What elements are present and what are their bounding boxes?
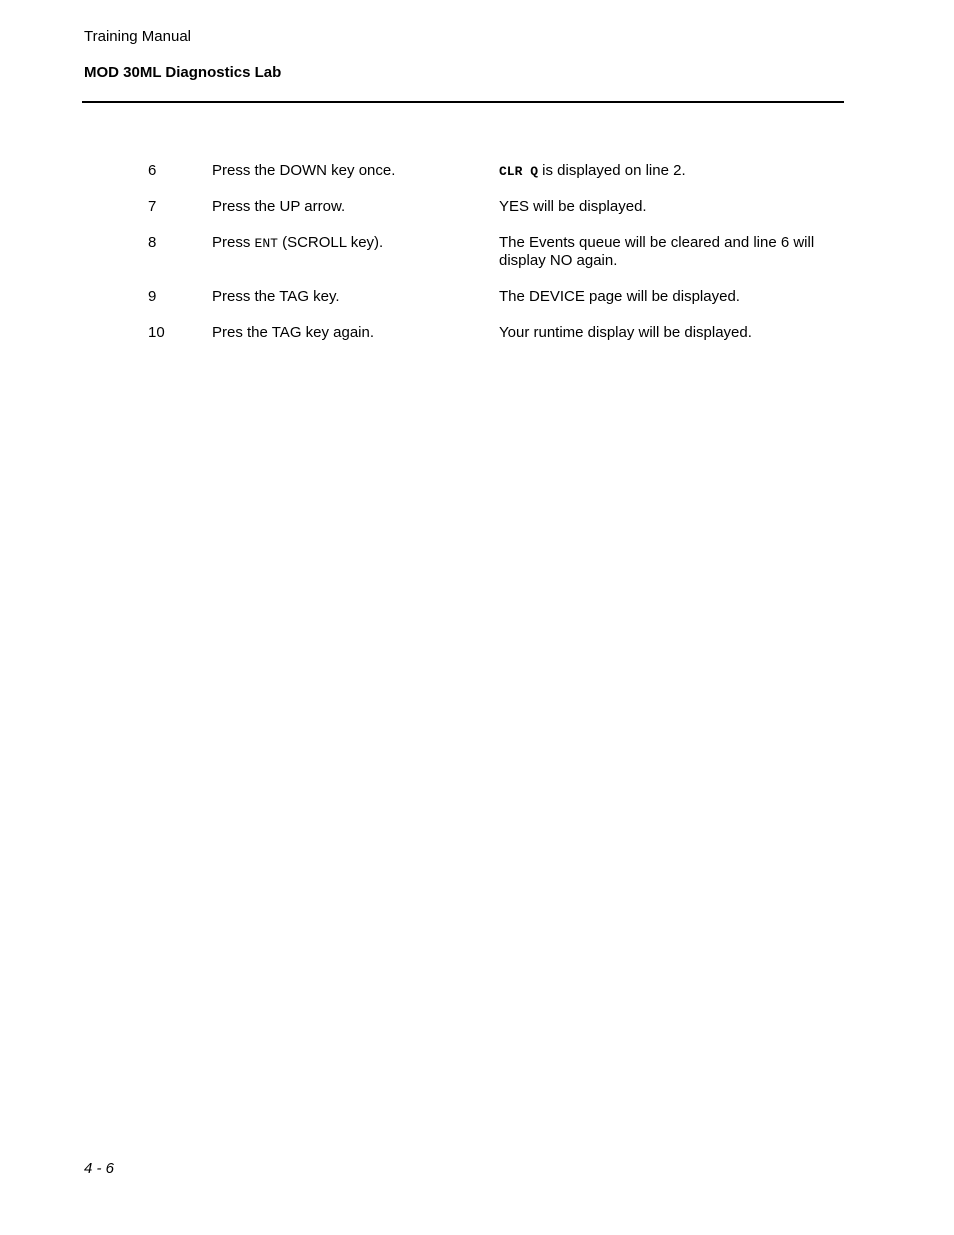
step-result: YES will be displayed. bbox=[499, 198, 647, 215]
step-action: Pres the TAG key again. bbox=[212, 324, 375, 341]
step-result bbox=[499, 162, 839, 181]
step-action-prefix: Press bbox=[212, 234, 255, 251]
step-number: 8 bbox=[148, 234, 157, 251]
document-title: MOD 30ML Diagnostics Lab bbox=[84, 64, 282, 81]
key-code: ENT bbox=[254, 236, 278, 251]
step-number: 6 bbox=[148, 162, 157, 179]
step-number: 7 bbox=[148, 198, 157, 215]
step-action-suffix: (SCROLL key). bbox=[277, 234, 384, 251]
manual-label: Training Manual bbox=[84, 28, 191, 45]
step-action: Press the DOWN key once. bbox=[212, 162, 396, 179]
step-number: 9 bbox=[148, 288, 157, 305]
step-action: Press the UP arrow. bbox=[212, 198, 346, 215]
step-result: The DEVICE page will be displayed. bbox=[499, 288, 740, 305]
display-code: CLR Q bbox=[499, 164, 539, 179]
step-action bbox=[212, 234, 482, 253]
header-divider bbox=[82, 101, 844, 103]
step-number: 10 bbox=[148, 324, 165, 341]
page-number: 4 - 6 bbox=[84, 1160, 115, 1177]
step-result: Your runtime display will be displayed. bbox=[499, 324, 752, 341]
step-result-text: is displayed on line 2. bbox=[538, 162, 686, 179]
step-action: Press the TAG key. bbox=[212, 288, 340, 305]
step-result: The Events queue will be cleared and line 6 will display NO again. bbox=[499, 234, 815, 269]
